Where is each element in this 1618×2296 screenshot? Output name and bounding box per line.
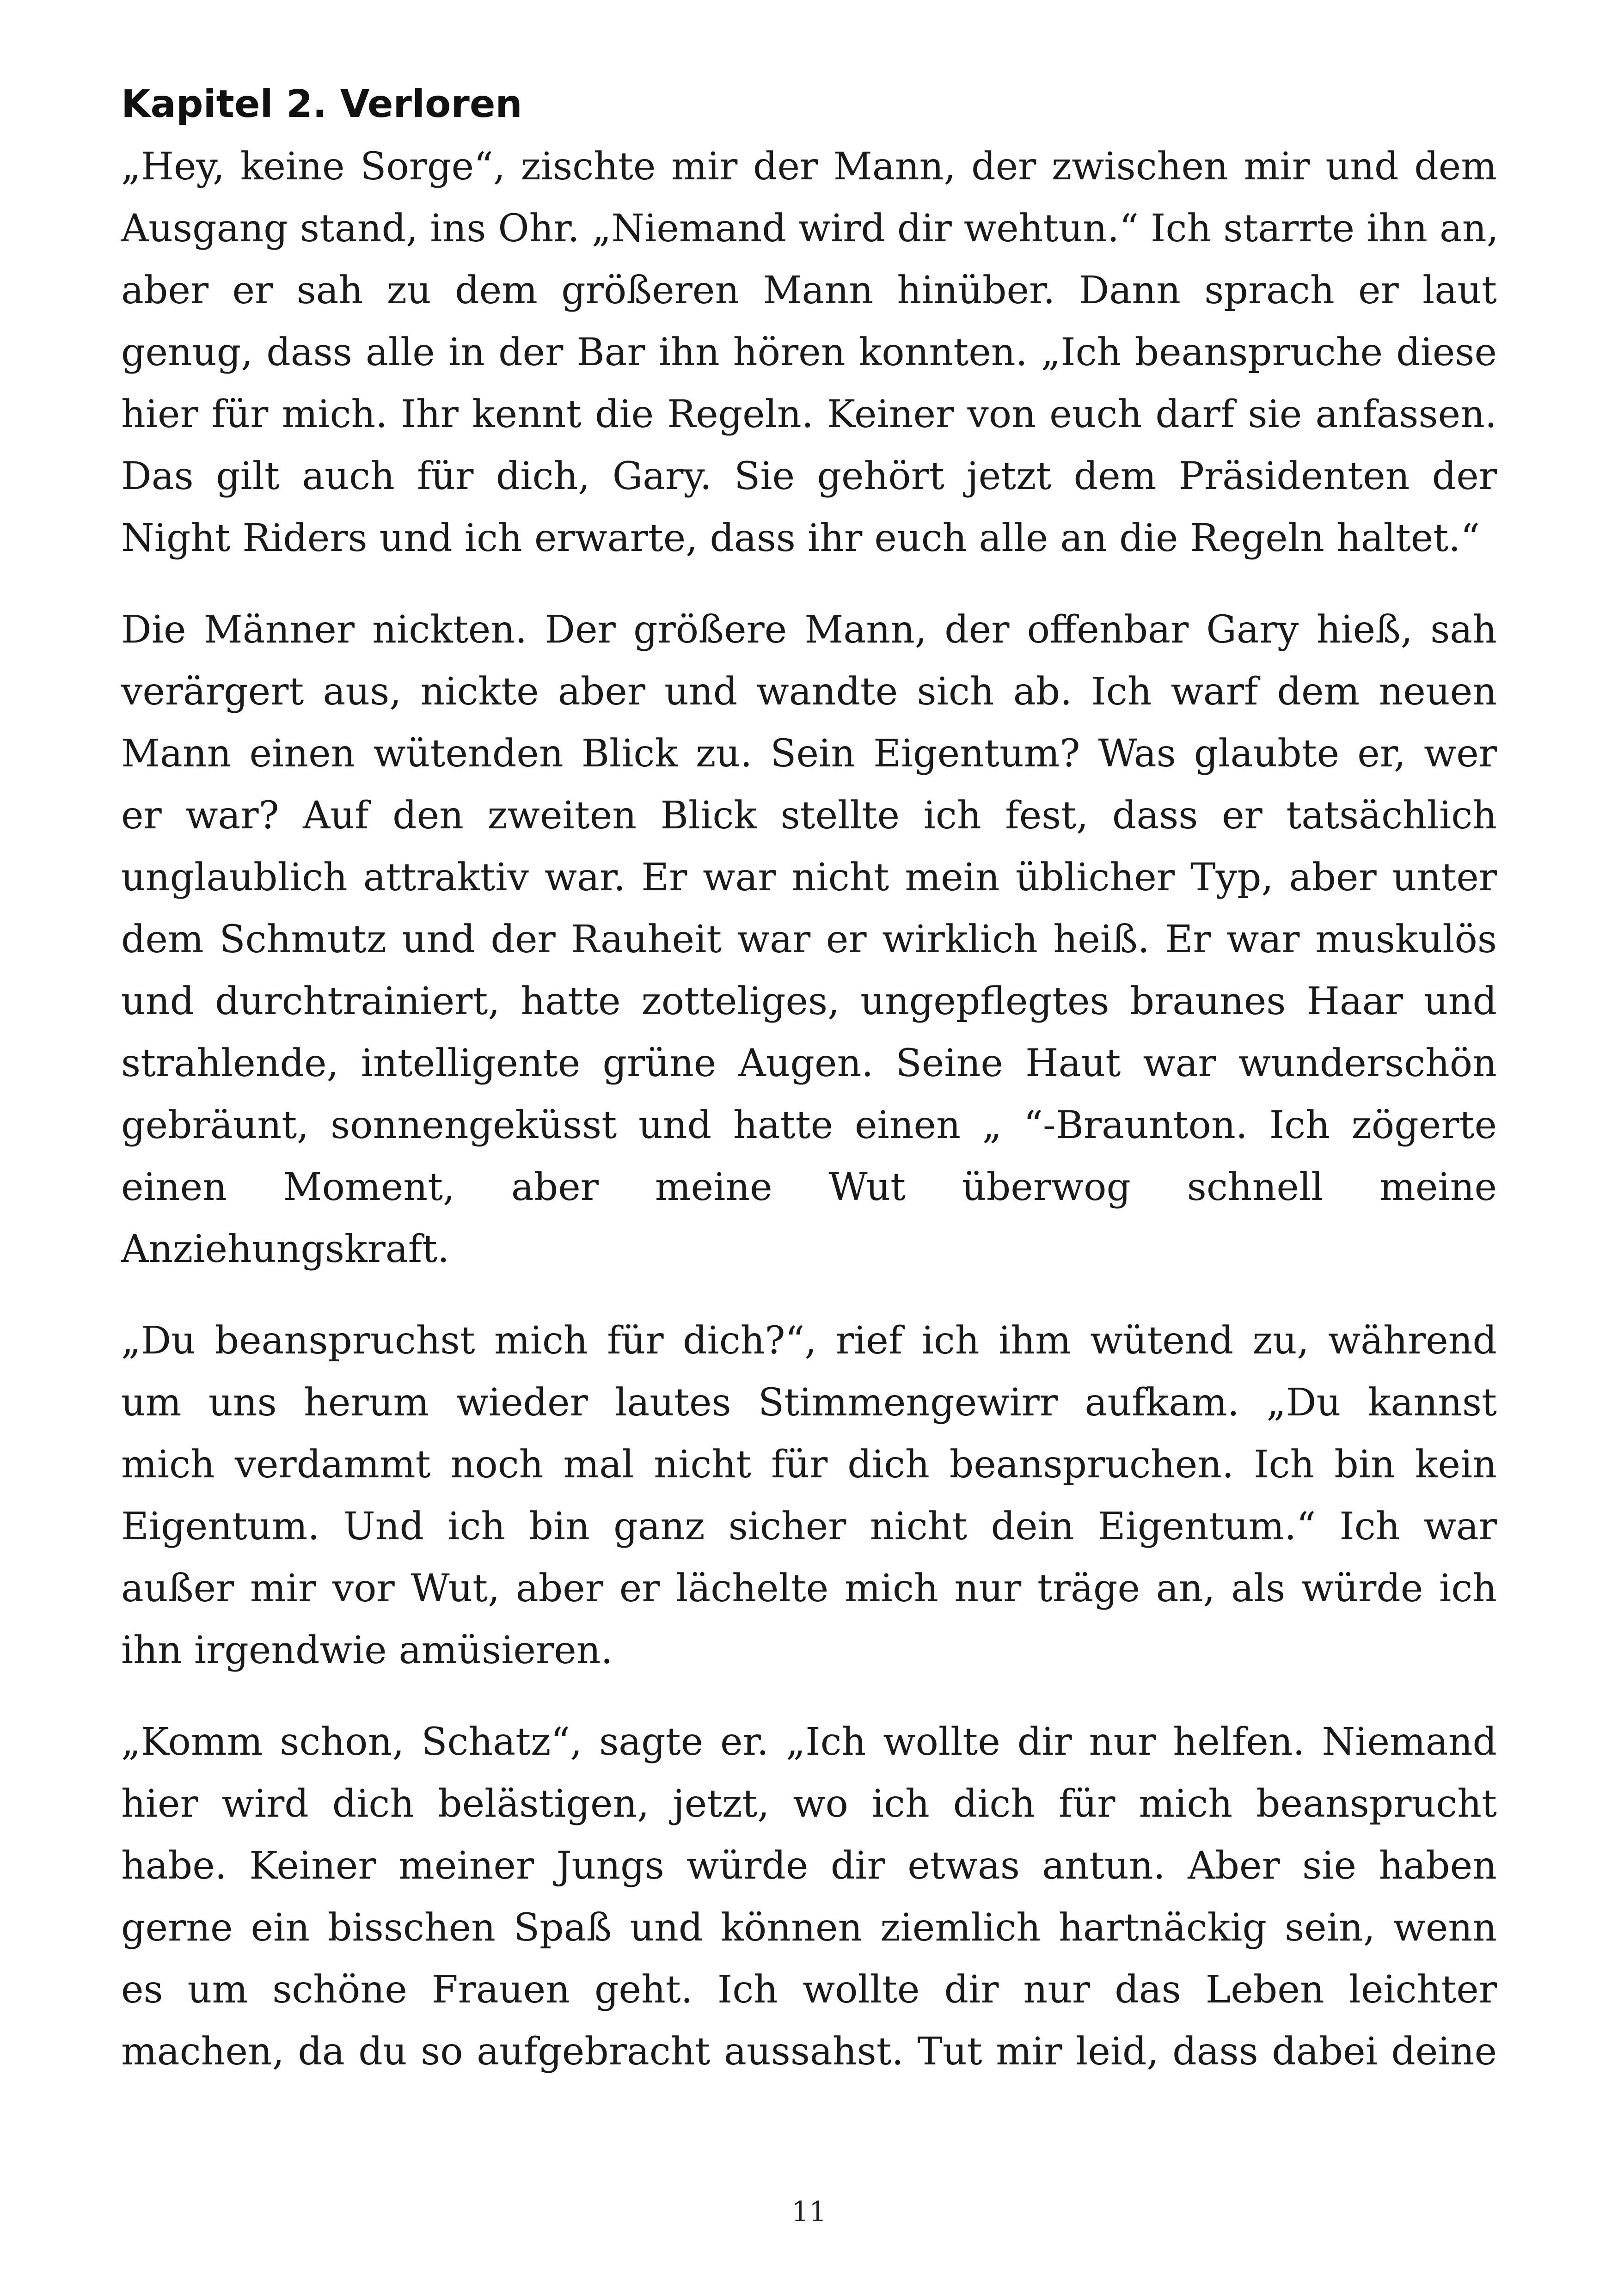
paragraph-1 — [121, 136, 1497, 569]
body-text — [121, 136, 1497, 2112]
text-line: hier für mich. Ihr kennt die Regeln. Keiner von euch darf sie anfassen. — [121, 392, 1497, 436]
text-line: hier wird dich belästigen, jetzt, wo ich dich für mich beansprucht — [121, 1782, 1497, 1826]
text-line: Mann einen wütenden Blick zu. Sein Eigentum? Was glaubte er, wer — [121, 732, 1497, 776]
text-line: außer mir vor Wut, aber er lächelte mich nur träge an, als würde ich — [121, 1567, 1497, 1610]
text-line: gebräunt, sonnengeküsst und hatte einen „ “-Braunton. Ich zögerte — [121, 1103, 1497, 1147]
text-line: unglaublich attraktiv war. Er war nicht mein üblicher Typ, aber unter — [121, 856, 1497, 900]
text-line: mich verdammt noch mal nicht für dich beanspruchen. Ich bin kein — [121, 1443, 1497, 1487]
page-number: 11 — [791, 2196, 827, 2228]
text-line: Eigentum. Und ich bin ganz sicher nicht dein Eigentum.“ Ich war — [121, 1505, 1497, 1549]
text-line: ihn irgendwie amüsieren. — [121, 1629, 613, 1672]
paragraph-4 — [121, 1711, 1497, 2083]
paragraph-3 — [121, 1310, 1497, 1682]
text-line: es um schöne Frauen geht. Ich wollte dir nur das Leben leichter — [121, 1968, 1497, 2012]
text-line: Night Riders und ich erwarte, dass ihr euch alle an die Regeln haltet.“ — [121, 516, 1480, 560]
text-line: machen, da du so aufgebracht aussahst. Tut mir leid, dass dabei deine — [121, 2030, 1497, 2074]
text-line: gerne ein bisschen Spaß und können ziemlich hartnäckig sein, wenn — [121, 1906, 1497, 1950]
text-line: einen Moment, aber meine Wut überwog schnell meine — [121, 1165, 1497, 1209]
text-line: er war? Auf den zweiten Blick stellte ich fest, dass er tatsächlich — [121, 794, 1497, 838]
text-line: Die Männer nickten. Der größere Mann, der offenbar Gary hieß, sah — [121, 608, 1497, 652]
text-line: Anziehungskraft. — [121, 1227, 450, 1271]
text-line: Ausgang stand, ins Ohr. „Niemand wird dir wehtun.“ Ich starrte ihn an, — [121, 207, 1499, 251]
text-line: um uns herum wieder lautes Stimmengewirr aufkam. „Du kannst — [121, 1381, 1497, 1425]
text-line: aber er sah zu dem größeren Mann hinüber. Dann sprach er laut — [121, 269, 1497, 312]
text-line: „Komm schon, Schatz“, sagte er. „Ich wollte dir nur helfen. Niemand — [121, 1720, 1497, 1764]
text-line: „Du beanspruchst mich für dich?“, rief ich ihm wütend zu, während — [121, 1319, 1497, 1363]
paragraph-2 — [121, 599, 1497, 1280]
text-line: und durchtrainiert, hatte zotteliges, ungepflegtes braunes Haar und — [121, 980, 1497, 1023]
chapter-title: Kapitel 2. Verloren — [121, 82, 522, 126]
text-line: habe. Keiner meiner Jungs würde dir etwas antun. Aber sie haben — [121, 1844, 1497, 1888]
text-line: strahlende, intelligente grüne Augen. Seine Haut war wunderschön — [121, 1041, 1497, 1085]
text-line: genug, dass alle in der Bar ihn hören konnten. „Ich beanspruche diese — [121, 331, 1497, 374]
text-line: dem Schmutz und der Rauheit war er wirklich heiß. Er war muskulös — [121, 918, 1497, 961]
text-line: „Hey, keine Sorge“, zischte mir der Mann, der zwischen mir und dem — [121, 145, 1497, 189]
text-line: Das gilt auch für dich, Gary. Sie gehört jetzt dem Präsidenten der — [121, 454, 1497, 498]
text-line: verärgert aus, nickte aber und wandte sich ab. Ich warf dem neuen — [121, 670, 1497, 714]
